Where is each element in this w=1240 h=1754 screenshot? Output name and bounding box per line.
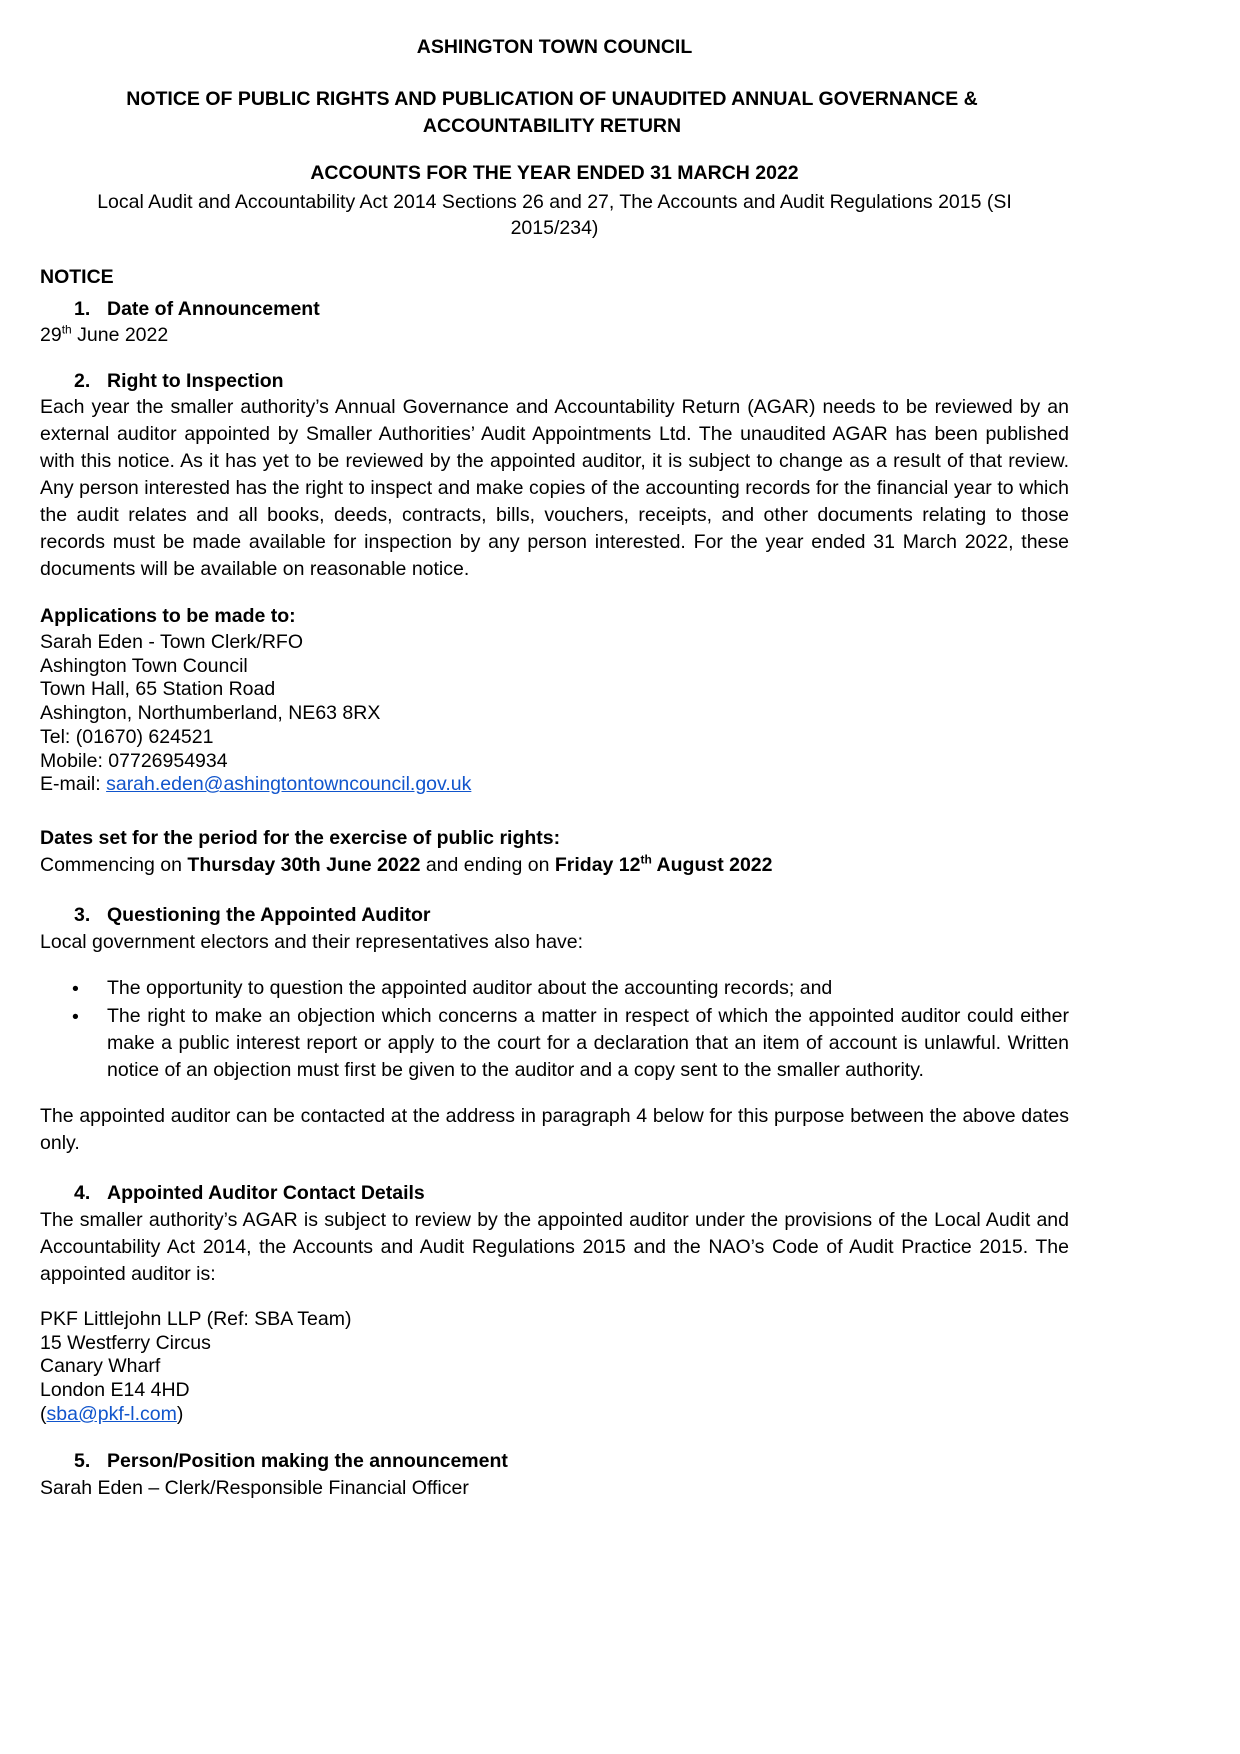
- accounts-heading: ACCOUNTS FOR THE YEAR ENDED 31 MARCH 2022: [310, 162, 799, 184]
- clerk-email-link[interactable]: sarah.eden@ashingtontowncouncil.gov.uk: [106, 773, 472, 796]
- section-3-heading: Questioning the Appointed Auditor: [107, 904, 431, 926]
- section-5-number: 5.: [74, 1450, 91, 1472]
- applications-address: Sarah Eden - Town Clerk/RFO Ashington Town Council Town Hall, 65 Station Road Ashington, Northumberland, NE63 8RX Tel: (01670) 624521 Mobile: 07726954934 E-mail: sarah.eden@ashingtontowncouncil.gov.uk: [40, 631, 472, 796]
- council-name: ASHINGTON TOWN COUNCIL: [416, 36, 693, 58]
- bullet-icon: •: [72, 1006, 79, 1028]
- section-2-heading: Right to Inspection: [107, 370, 284, 392]
- dates-period: Commencing on Thursday 30th June 2022 and ending on Friday 12th August 2022: [40, 852, 773, 876]
- inspection-paragraph: Each year the smaller authority’s Annual Governance and Accountability Return (AGAR) needs to be reviewed by an external auditor appointed by Smaller Authorities’ Audit Appointments Ltd. The unaudited AGAR has been published with this notice. As it has yet to be reviewed by the appointed auditor, it is subject to change as a result of that review. Any person interested has the right to inspect and make copies of the accounting records for the financial year to which the audit relates and all books, deeds, contracts, bills, vouchers, receipts, and other documents relating to those records must be made available for inspection by any person interested. For the year ended 31 March 2022, these documents will be available on reasonable notice.: [40, 396, 1069, 580]
- auditor-contact-note: The appointed auditor can be contacted at the address in paragraph 4 below for this purpose between the above dates only.: [40, 1105, 1069, 1154]
- section-1-heading: Date of Announcement: [107, 298, 320, 320]
- section-4-number: 4.: [74, 1182, 91, 1204]
- bullet-item: The right to make an objection which concerns a matter in respect of which the appointed auditor could either make a public interest report or apply to the court for a declaration that an item of account is unlawful. Written notice of an objection must first be given to the auditor and a copy sent to the smaller authority.: [107, 1005, 1069, 1081]
- notice-title: NOTICE OF PUBLIC RIGHTS AND PUBLICATION OF UNAUDITED ANNUAL GOVERNANCE & ACCOUNTABILITY RETURN: [126, 88, 978, 137]
- bullet-item: The opportunity to question the appointed auditor about the accounting records; and: [107, 977, 833, 999]
- section-1-number: 1.: [74, 298, 91, 320]
- section-4-heading: Appointed Auditor Contact Details: [107, 1182, 425, 1204]
- announcer-name: Sarah Eden – Clerk/Responsible Financial Officer: [40, 1477, 469, 1499]
- notice-label: NOTICE: [40, 266, 114, 288]
- applications-heading: Applications to be made to:: [40, 605, 296, 627]
- section-5-heading: Person/Position making the announcement: [107, 1450, 508, 1472]
- auditor-email-link[interactable]: sba@pkf-l.com: [46, 1402, 177, 1425]
- section-3-number: 3.: [74, 904, 91, 926]
- announcement-date: 29th June 2022: [40, 322, 169, 346]
- section-2-number: 2.: [74, 370, 91, 392]
- legislation-text: Local Audit and Accountability Act 2014 Sections 26 and 27, The Accounts and Audit Regulations 2015 (SI 2015/234): [97, 191, 1012, 239]
- dates-heading: Dates set for the period for the exercise of public rights:: [40, 827, 561, 849]
- auditor-address: PKF Littlejohn LLP (Ref: SBA Team) 15 Westferry Circus Canary Wharf London E14 4HD (sba@pkf-l.com): [40, 1308, 352, 1425]
- auditor-details-paragraph: The smaller authority’s AGAR is subject to review by the appointed auditor under the provisions of the Local Audit and Accountability Act 2014, the Accounts and Audit Regulations 2015 and the NAO’s Code of Audit Practice 2015. The appointed auditor is:: [40, 1209, 1069, 1285]
- questioning-intro: Local government electors and their representatives also have:: [40, 931, 584, 953]
- bullet-icon: •: [72, 978, 79, 1000]
